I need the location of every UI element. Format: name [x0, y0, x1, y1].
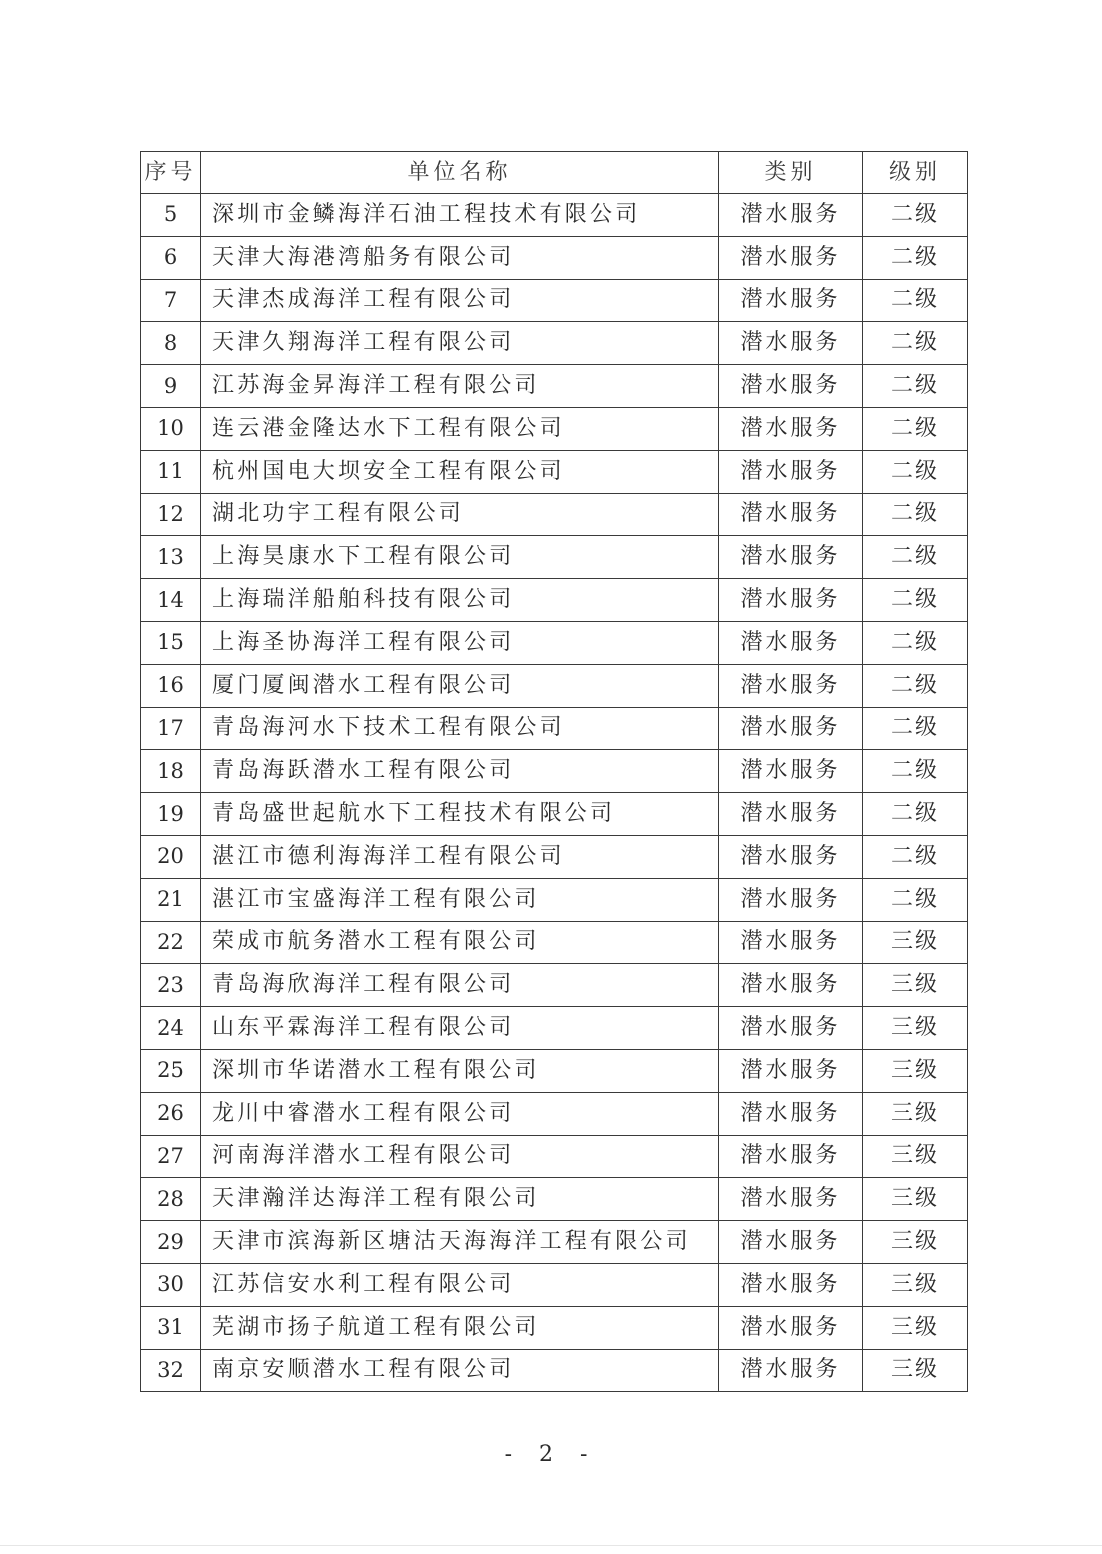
cell-serial-number: 26: [141, 1092, 201, 1135]
table-row: [141, 1263, 968, 1306]
cell-grade: 三级: [863, 1049, 968, 1092]
cell-company-name: 山东平霖海洋工程有限公司: [201, 1007, 719, 1050]
table-row: [141, 664, 968, 707]
table-body: [141, 194, 968, 1392]
table-row: [141, 536, 968, 579]
table-row: [141, 1135, 968, 1178]
cell-grade: 二级: [863, 878, 968, 921]
cell-serial-number: 32: [141, 1349, 201, 1392]
table-row: [141, 194, 968, 237]
table-row: [141, 921, 968, 964]
cell-serial-number: 10: [141, 407, 201, 450]
table-row: [141, 236, 968, 279]
cell-grade: 二级: [863, 194, 968, 237]
table-row: [141, 621, 968, 664]
cell-serial-number: 31: [141, 1306, 201, 1349]
cell-serial-number: 16: [141, 664, 201, 707]
cell-category: 潜水服务: [719, 1263, 863, 1306]
cell-category: 潜水服务: [719, 365, 863, 408]
cell-category: 潜水服务: [719, 579, 863, 622]
cell-category: 潜水服务: [719, 1178, 863, 1221]
cell-serial-number: 21: [141, 878, 201, 921]
cell-serial-number: 11: [141, 450, 201, 493]
cell-category: 潜水服务: [719, 835, 863, 878]
cell-serial-number: 14: [141, 579, 201, 622]
cell-serial-number: 23: [141, 964, 201, 1007]
table-row: [141, 1221, 968, 1264]
cell-serial-number: 9: [141, 365, 201, 408]
cell-company-name: 天津市滨海新区塘沽天海海洋工程有限公司: [201, 1221, 719, 1264]
cell-company-name: 龙川中睿潜水工程有限公司: [201, 1092, 719, 1135]
cell-category: 潜水服务: [719, 664, 863, 707]
header-row: [141, 152, 968, 194]
cell-grade: 二级: [863, 793, 968, 836]
cell-grade: 三级: [863, 1221, 968, 1264]
cell-grade: 二级: [863, 664, 968, 707]
cell-serial-number: 24: [141, 1007, 201, 1050]
cell-company-name: 河南海洋潜水工程有限公司: [201, 1135, 719, 1178]
cell-grade: 二级: [863, 365, 968, 408]
cell-category: 潜水服务: [719, 1049, 863, 1092]
cell-category: 潜水服务: [719, 1306, 863, 1349]
cell-serial-number: 22: [141, 921, 201, 964]
cell-company-name: 湖北功宇工程有限公司: [201, 493, 719, 536]
cell-serial-number: 30: [141, 1263, 201, 1306]
cell-category: 潜水服务: [719, 1221, 863, 1264]
cell-category: 潜水服务: [719, 964, 863, 1007]
table-row: [141, 365, 968, 408]
cell-company-name: 天津杰成海洋工程有限公司: [201, 279, 719, 322]
table-row: [141, 1007, 968, 1050]
table-row: [141, 493, 968, 536]
cell-grade: 三级: [863, 1263, 968, 1306]
table-row: [141, 407, 968, 450]
cell-grade: 三级: [863, 964, 968, 1007]
cell-category: 潜水服务: [719, 450, 863, 493]
cell-serial-number: 20: [141, 835, 201, 878]
cell-company-name: 湛江市德利海海洋工程有限公司: [201, 835, 719, 878]
cell-company-name: 深圳市金鳞海洋石油工程技术有限公司: [201, 194, 719, 237]
cell-serial-number: 8: [141, 322, 201, 365]
table-row: [141, 750, 968, 793]
cell-serial-number: 27: [141, 1135, 201, 1178]
cell-category: 潜水服务: [719, 1092, 863, 1135]
table-row: [141, 450, 968, 493]
cell-company-name: 青岛盛世起航水下工程技术有限公司: [201, 793, 719, 836]
cell-company-name: 上海瑞洋船舶科技有限公司: [201, 579, 719, 622]
cell-serial-number: 19: [141, 793, 201, 836]
cell-category: 潜水服务: [719, 621, 863, 664]
cell-category: 潜水服务: [719, 793, 863, 836]
table-row: [141, 707, 968, 750]
cell-serial-number: 7: [141, 279, 201, 322]
cell-category: 潜水服务: [719, 878, 863, 921]
table-row: [141, 1349, 968, 1392]
cell-grade: 二级: [863, 707, 968, 750]
cell-serial-number: 18: [141, 750, 201, 793]
page-number: - 2 -: [504, 1442, 598, 1467]
header-company-name: 单位名称: [201, 152, 719, 194]
cell-category: 潜水服务: [719, 194, 863, 237]
cell-grade: 三级: [863, 1135, 968, 1178]
cell-category: 潜水服务: [719, 750, 863, 793]
cell-company-name: 芜湖市扬子航道工程有限公司: [201, 1306, 719, 1349]
cell-company-name: 天津大海港湾船务有限公司: [201, 236, 719, 279]
table-row: [141, 878, 968, 921]
cell-grade: 二级: [863, 279, 968, 322]
cell-category: 潜水服务: [719, 707, 863, 750]
cell-category: 潜水服务: [719, 279, 863, 322]
cell-serial-number: 29: [141, 1221, 201, 1264]
cell-serial-number: 13: [141, 536, 201, 579]
cell-grade: 三级: [863, 1007, 968, 1050]
cell-serial-number: 15: [141, 621, 201, 664]
cell-serial-number: 6: [141, 236, 201, 279]
cell-grade: 三级: [863, 921, 968, 964]
cell-company-name: 天津瀚洋达海洋工程有限公司: [201, 1178, 719, 1221]
table-row: [141, 964, 968, 1007]
cell-category: 潜水服务: [719, 1135, 863, 1178]
cell-grade: 二级: [863, 579, 968, 622]
cell-company-name: 江苏信安水利工程有限公司: [201, 1263, 719, 1306]
cell-company-name: 深圳市华诺潜水工程有限公司: [201, 1049, 719, 1092]
table-header: [141, 152, 968, 194]
cell-company-name: 杭州国电大坝安全工程有限公司: [201, 450, 719, 493]
cell-company-name: 青岛海跃潜水工程有限公司: [201, 750, 719, 793]
cell-company-name: 湛江市宝盛海洋工程有限公司: [201, 878, 719, 921]
table-row: [141, 1049, 968, 1092]
table-row: [141, 835, 968, 878]
header-serial-number: 序号: [141, 152, 201, 194]
cell-grade: 二级: [863, 236, 968, 279]
header-grade: 级别: [863, 152, 968, 194]
cell-grade: 三级: [863, 1349, 968, 1392]
cell-serial-number: 5: [141, 194, 201, 237]
cell-category: 潜水服务: [719, 1349, 863, 1392]
table-row: [141, 793, 968, 836]
cell-grade: 二级: [863, 750, 968, 793]
cell-company-name: 青岛海河水下技术工程有限公司: [201, 707, 719, 750]
cell-company-name: 江苏海金昇海洋工程有限公司: [201, 365, 719, 408]
cell-company-name: 上海昊康水下工程有限公司: [201, 536, 719, 579]
cell-category: 潜水服务: [719, 1007, 863, 1050]
cell-grade: 二级: [863, 493, 968, 536]
cell-grade: 二级: [863, 450, 968, 493]
cell-category: 潜水服务: [719, 921, 863, 964]
cell-company-name: 青岛海欣海洋工程有限公司: [201, 964, 719, 1007]
cell-company-name: 荣成市航务潜水工程有限公司: [201, 921, 719, 964]
cell-grade: 三级: [863, 1092, 968, 1135]
cell-category: 潜水服务: [719, 536, 863, 579]
table-row: [141, 1306, 968, 1349]
cell-company-name: 连云港金隆达水下工程有限公司: [201, 407, 719, 450]
cell-category: 潜水服务: [719, 236, 863, 279]
cell-grade: 三级: [863, 1178, 968, 1221]
table-row: [141, 579, 968, 622]
header-category: 类别: [719, 152, 863, 194]
page-bottom-edge: [0, 1545, 1102, 1546]
cell-category: 潜水服务: [719, 493, 863, 536]
company-list-table: [140, 151, 968, 1392]
cell-company-name: 上海圣协海洋工程有限公司: [201, 621, 719, 664]
cell-category: 潜水服务: [719, 407, 863, 450]
cell-serial-number: 25: [141, 1049, 201, 1092]
cell-grade: 二级: [863, 621, 968, 664]
cell-company-name: 南京安顺潜水工程有限公司: [201, 1349, 719, 1392]
table-row: [141, 1092, 968, 1135]
cell-grade: 二级: [863, 835, 968, 878]
cell-serial-number: 28: [141, 1178, 201, 1221]
cell-category: 潜水服务: [719, 322, 863, 365]
cell-grade: 二级: [863, 536, 968, 579]
table-row: [141, 322, 968, 365]
cell-company-name: 天津久翔海洋工程有限公司: [201, 322, 719, 365]
cell-company-name: 厦门厦闽潜水工程有限公司: [201, 664, 719, 707]
cell-grade: 二级: [863, 407, 968, 450]
cell-grade: 二级: [863, 322, 968, 365]
cell-grade: 三级: [863, 1306, 968, 1349]
table-row: [141, 1178, 968, 1221]
cell-serial-number: 17: [141, 707, 201, 750]
cell-serial-number: 12: [141, 493, 201, 536]
table-row: [141, 279, 968, 322]
